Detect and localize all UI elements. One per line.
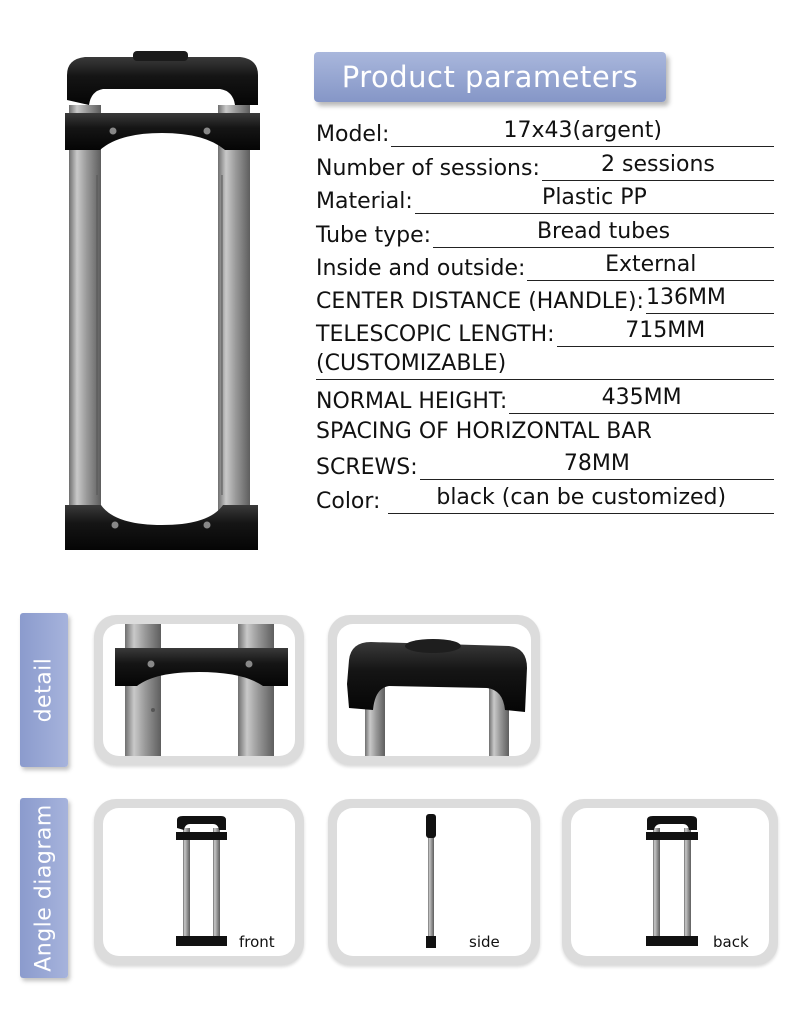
param-row-normal-height <box>316 381 774 414</box>
param-row-tube-type <box>316 215 774 248</box>
angle-diagram-tab-label: Angle diagram <box>31 804 57 972</box>
angle-card-front <box>94 799 304 965</box>
param-label: Inside and outside: <box>316 256 526 281</box>
detail-card-handle <box>328 615 540 765</box>
crossbar-detail-image <box>103 624 295 756</box>
param-label: Material: <box>316 189 413 214</box>
param-row-spacing <box>316 414 774 447</box>
param-row-center-distance <box>316 281 774 314</box>
param-row-customizable <box>316 347 774 380</box>
param-value: 78MM <box>420 449 774 480</box>
param-value: Bread tubes <box>433 217 774 248</box>
param-value: Plastic PP <box>415 183 774 214</box>
param-row-screws <box>316 447 774 480</box>
param-value: 17x43(argent) <box>391 116 774 147</box>
param-row-model <box>316 114 774 147</box>
param-label: NORMAL HEIGHT: <box>316 389 508 414</box>
product-parameters-banner: Product parameters <box>314 52 666 102</box>
side-view-image <box>337 808 531 956</box>
param-label: Number of sessions: <box>316 156 540 181</box>
detail-tab <box>20 613 68 767</box>
detail-tab-label: detail <box>31 657 57 723</box>
param-value: 2 sessions <box>542 150 774 181</box>
param-value: 136MM <box>646 283 774 314</box>
param-label: Color: <box>316 489 381 514</box>
param-label: Model: <box>316 122 390 147</box>
param-label: Tube type: <box>316 223 432 248</box>
param-value: External <box>527 250 774 281</box>
front-caption: front <box>239 933 275 951</box>
detail-card-crossbar <box>94 615 304 765</box>
trolley-handle-image <box>55 45 270 565</box>
angle-card-back <box>562 799 778 965</box>
param-row-material <box>316 181 774 214</box>
handle-detail-image <box>337 624 531 756</box>
param-label: CENTER DISTANCE (HANDLE): <box>316 289 644 314</box>
back-caption: back <box>713 933 749 951</box>
param-row-inside-outside <box>316 248 774 281</box>
param-row-telescopic-length <box>316 314 774 347</box>
param-row-color <box>316 481 774 514</box>
param-label: (CUSTOMIZABLE) <box>316 349 774 380</box>
side-caption: side <box>469 933 500 951</box>
param-value: 715MM <box>557 316 774 347</box>
param-label: TELESCOPIC LENGTH: <box>316 322 555 347</box>
angle-card-side <box>328 799 540 965</box>
param-label: SCREWS: <box>316 455 418 480</box>
param-value: 435MM <box>509 383 774 414</box>
param-value: black (can be customized) <box>388 483 774 514</box>
param-label: SPACING OF HORIZONTAL BAR <box>316 419 652 444</box>
param-row-sessions <box>316 148 774 181</box>
angle-diagram-tab <box>20 798 68 978</box>
